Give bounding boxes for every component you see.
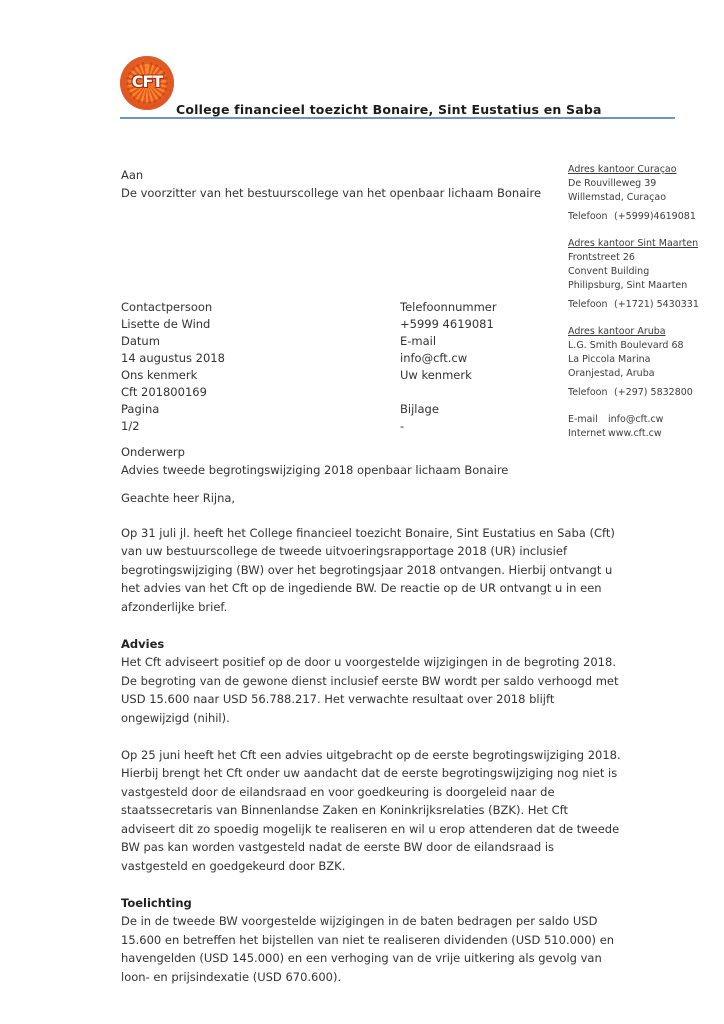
office-phone-row — [568, 210, 720, 224]
sidebar-contact-block — [568, 413, 720, 441]
meta-label: Contactpersoon — [121, 300, 213, 314]
phone-label: Telefoon — [568, 299, 608, 310]
addressee-block — [121, 166, 541, 202]
meta-value-attachment: - — [400, 419, 405, 433]
meta-label: Pagina — [121, 402, 160, 416]
addressee-line: De voorzitter van het bestuurscollege van het openbaar lichaam Bonaire — [121, 186, 542, 200]
meta-value-page-number: 1/2 — [121, 419, 140, 433]
office-phone-row — [568, 386, 720, 400]
meta-label: Telefoonnummer — [400, 300, 497, 314]
subject-block — [121, 444, 508, 479]
office-heading: Adres kantoor Sint Maarten — [568, 238, 699, 249]
meta-label: E-mail — [400, 334, 437, 348]
email-value: info@cft.cw — [608, 414, 664, 425]
meta-value-our-reference: Cft 201800169 — [121, 385, 207, 399]
logo-monogram: CFT — [131, 72, 163, 91]
office-address-line: De Rouvilleweg 39 — [568, 178, 657, 189]
phone-value: (+297) 5832800 — [614, 387, 693, 398]
office-heading: Adres kantoor Curaçao — [568, 164, 677, 175]
cft-logo — [120, 56, 174, 110]
office-address-line: Willemstad, Curaçao — [568, 192, 667, 203]
office-address-line: Convent Building — [568, 266, 650, 277]
meta-column-right — [400, 299, 497, 435]
internet-value: www.cft.cw — [608, 428, 662, 439]
phone-label: Telefoon — [568, 387, 608, 398]
sidebar-internet-row — [568, 427, 720, 441]
office-address-line: Oranjestad, Aruba — [568, 368, 655, 379]
office-curacao — [568, 163, 720, 224]
office-heading: Adres kantoor Aruba — [568, 326, 666, 337]
phone-value: (+5999)4619081 — [614, 211, 696, 222]
toelichting-heading: Toelichting — [121, 895, 192, 910]
sidebar-email-row — [568, 413, 720, 427]
meta-label: Bijlage — [400, 402, 439, 416]
addressee-label: Aan — [121, 168, 144, 182]
meta-value-phone: +5999 4619081 — [400, 317, 494, 331]
office-address-line: La Piccola Marina — [568, 354, 651, 365]
office-address-line: Frontstreet 26 — [568, 252, 635, 263]
meta-value-contactperson: Lisette de Wind — [121, 317, 211, 331]
internet-label: Internet — [568, 428, 606, 439]
body-paragraph-intro: Op 31 juli jl. heeft het College financieel toezicht Bonaire, Sint Eustatius en Saba (Cft) van uw bestuurscollege de tweede uitvoeringsrapportage 2018 (UR) inclusief begrotingswijziging (BW) over het begrotingsjaar 2018 ontvangen. Hierbij ontvangt u het advies van het Cft op de ingediende BW. De reactie op de UR ontvangt u in een afzonderlijke brief. — [121, 526, 615, 614]
meta-value-your-reference — [400, 384, 497, 401]
office-sint-maarten — [568, 237, 720, 312]
meta-value-email: info@cft.cw — [400, 351, 468, 365]
email-label: E-mail — [568, 414, 598, 425]
office-address-sidebar — [568, 163, 720, 441]
meta-column-left — [121, 299, 225, 435]
body-paragraph-advies: Het Cft adviseert positief op de door u voorgestelde wijzigingen in de begroting 2018. De begroting van de gewone dienst inclusief eerste BW wordt per saldo verhoogd met USD 15.600 naar USD 56.788.217. Het verwachte resultaat over 2018 blijft ongewijzigd (nihil). — [121, 655, 619, 725]
meta-label: Uw kenmerk — [400, 368, 472, 382]
meta-label: Ons kenmerk — [121, 368, 198, 382]
phone-label: Telefoon — [568, 211, 608, 222]
phone-value: (+1721) 5430331 — [614, 299, 699, 310]
office-address-line: Philipsburg, Sint Maarten — [568, 280, 688, 291]
body-paragraph-eerste-bw: Op 25 juni heeft het Cft een advies uitgebracht op de eerste begrotingswijziging 2018. Hierbij brengt het Cft onder uw aandacht dat de eerste begrotingswijziging nog niet is vastgesteld door de eilandsraad en voor goedkeuring is doorgeleid naar de staatssecretaris van Binnenlandse Zaken en Koninkrijksrelaties (BZK). Het Cft adviseert dit zo spoedig mogelijk te realiseren en wil u erop attenderen dat de tweede BW pas kan worden vastgesteld nadat de eerste BW door de eilandsraad is vastgesteld en goedgekeurd door BZK. — [121, 748, 621, 873]
organization-title: College financieel toezicht Bonaire, Sint Eustatius en Saba — [176, 102, 602, 118]
header-divider — [120, 117, 675, 119]
office-phone-row — [568, 298, 720, 312]
office-aruba — [568, 325, 720, 400]
salutation: Geachte heer Rijna, — [121, 491, 236, 505]
body-paragraph-toelichting: De in de tweede BW voorgestelde wijzigingen in de baten bedragen per saldo USD 15.600 en betreffen het bijstellen van niet te realiseren dividenden (USD 510.000) en havengelden (USD 145.000) en een verhoging van de vrije uitkering als gevolg van loon- en prijsindexatie (USD 670.600). — [121, 914, 615, 984]
meta-value-date: 14 augustus 2018 — [121, 351, 225, 365]
subject-value: Advies tweede begrotingswijziging 2018 openbaar lichaam Bonaire — [121, 462, 509, 477]
meta-label: Datum — [121, 334, 160, 348]
office-address-line: L.G. Smith Boulevard 68 — [568, 340, 684, 351]
advies-heading: Advies — [121, 637, 165, 652]
subject-label: Onderwerp — [121, 445, 185, 459]
letter-body — [121, 524, 621, 1005]
